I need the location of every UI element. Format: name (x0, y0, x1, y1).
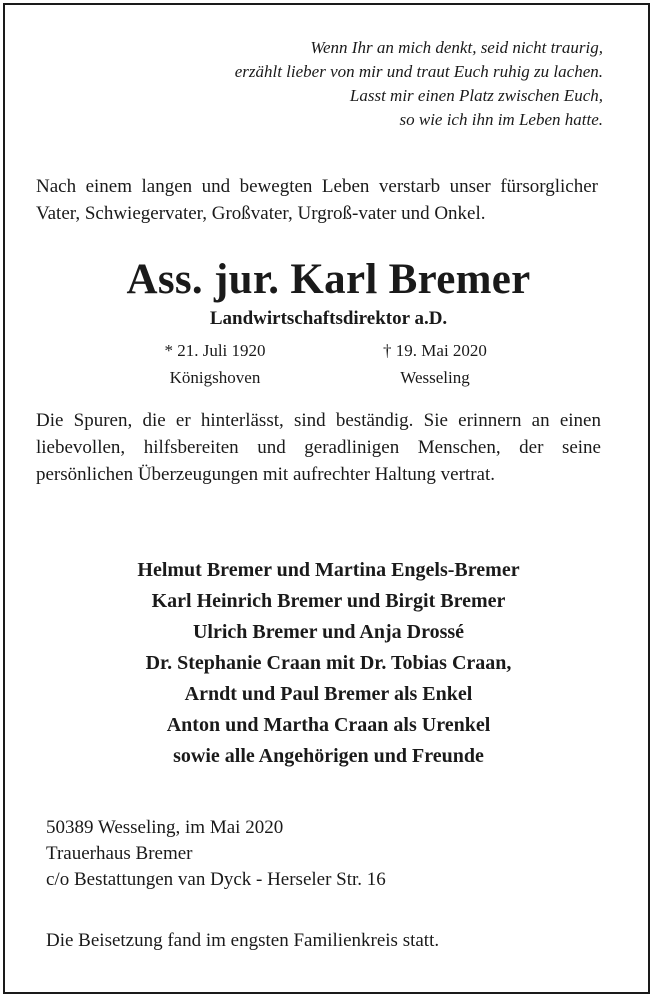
poem (235, 36, 603, 132)
address-line: c/o Bestattungen van Dyck - Herseler Str. 16 (46, 869, 386, 890)
birth-date: * 21. Juli 1920 (164, 341, 266, 360)
address-line: 50389 Wesseling, im Mai 2020 (46, 817, 284, 838)
tribute-text: Die Spuren, die er hinterlässt, sind beständig. Sie erinnern an einen liebevollen, hilfsbereiten und geradlinigen Menschen, der seine persönlichen Überzeugungen mit aufrechter Haltung vertrat. (36, 410, 601, 485)
burial-note: Die Beisetzung fand im engsten Familienkreis statt. (46, 930, 440, 951)
poem-line: so wie ich ihn im Leben hatte. (399, 110, 603, 129)
death-date: † 19. Mai 2020 (383, 341, 487, 360)
family-line: Anton und Martha Craan als Urenkel (166, 714, 491, 736)
poem-line: Lasst mir einen Platz zwischen Euch, (349, 86, 603, 105)
deceased-name: Ass. jur. Karl Bremer (126, 256, 531, 303)
death-info (335, 337, 535, 391)
deceased-title: Landwirtschaftsdirektor a.D. (209, 308, 448, 329)
address-line: Trauerhaus Bremer (46, 843, 193, 864)
birth-place: Königshoven (169, 368, 261, 387)
family-list (0, 555, 657, 772)
family-line: Dr. Stephanie Craan mit Dr. Tobias Craan, (145, 652, 512, 674)
family-line: Karl Heinrich Bremer und Birgit Bremer (151, 590, 506, 612)
poem-line: Wenn Ihr an mich denkt, seid nicht traurig, (310, 38, 603, 57)
family-line: Helmut Bremer und Martina Engels-Bremer (137, 559, 520, 581)
poem-line: erzählt lieber von mir und traut Euch ruhig zu lachen. (234, 62, 603, 81)
address-block (46, 815, 386, 893)
birth-info (115, 337, 315, 391)
family-line: Ulrich Bremer und Anja Drossé (192, 621, 465, 643)
family-line: Arndt und Paul Bremer als Enkel (184, 683, 473, 705)
family-line: sowie alle Angehörigen und Freunde (173, 745, 484, 767)
death-place: Wesseling (400, 368, 470, 387)
intro-text: Nach einem langen und bewegten Leben verstarb unser fürsorglicher Vater, Schwiegervater, Großvater, Urgroß-vater und Onkel. (36, 176, 598, 224)
